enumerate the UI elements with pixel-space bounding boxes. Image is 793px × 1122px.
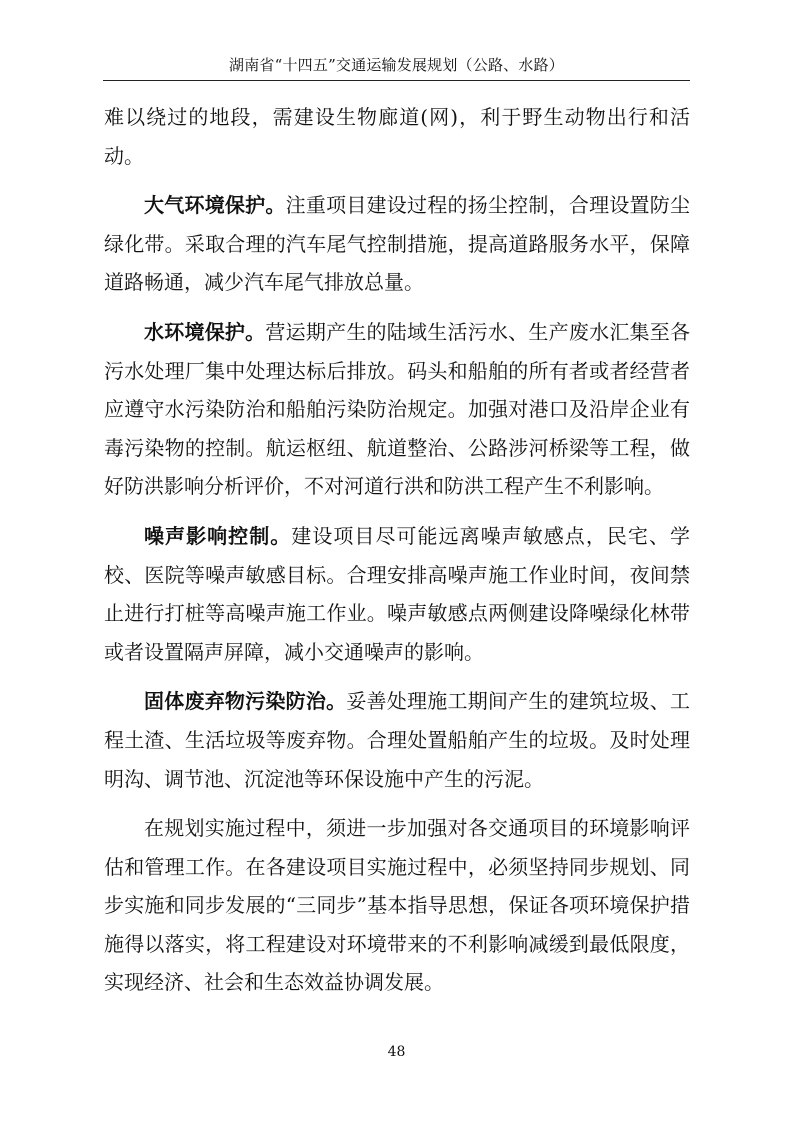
document-body: [104, 98, 690, 1013]
paragraph-text: 建设项目尽可能远离噪声敏感点，民宅、学校、医院等噪声敏感目标。合理安排高噪声施工作业时间，夜间禁止进行打桩等高噪声施工作业。噪声敏感点两侧建设降噪绿化林带或者设置隔声屏障，减小交通噪声的影响。: [104, 523, 691, 664]
continuation-paragraph: [104, 98, 690, 175]
paragraph-heading: 水环境保护。: [144, 319, 266, 344]
paragraph-text: 注重项目建设过程的扬尘控制，合理设置防尘绿化带。采取合理的汽车尾气控制措施，提高道路服务水平，保障道路畅通，减少汽车尾气排放总量。: [104, 193, 691, 295]
paragraph-text: 难以绕过的地段，需建设生物廊道(网)，利于野生动物出行和活动。: [104, 105, 690, 168]
implementation-paragraph: [104, 809, 690, 1002]
page-number: 48: [387, 1044, 406, 1060]
paragraph-text: 营运期产生的陆域生活污水、生产废水汇集至各污水处理厂集中处理达标后排放。码头和船舶的所有者或者经营者应遵守水污染防治和船舶污染防治规定。加强对港口及沿岸企业有毒污染物的控制。航运枢纽、航道整治、公路涉河桥梁等工程，做好防洪影响分析评价，不对河道行洪和防洪工程产生不利影响。: [104, 319, 691, 499]
paragraph-text: 在规划实施过程中，须进一步加强对各交通项目的环境影响评估和管理工作。在各建设项目实施过程中，必须坚持同步规划、同步实施和同步发展的“三同步”基本指导思想，保证各项环境保护措施得以落实，将工程建设对环境带来的不利影响减缓到最低限度，实现经济、社会和生态效益协调发展。: [104, 816, 690, 995]
running-header: 湖南省“十四五”交通运输发展规划（公路、水路）: [229, 56, 564, 74]
paragraph-heading: 大气环境保护。: [144, 193, 286, 218]
solid-waste-paragraph: [104, 682, 690, 798]
paragraph-heading: 固体废弃物污染防治。: [144, 689, 347, 714]
header-rule: [103, 80, 690, 81]
paragraph-heading: 噪声影响控制。: [144, 523, 292, 548]
air-protection-paragraph: [104, 186, 690, 302]
noise-control-paragraph: [104, 517, 690, 671]
paragraph-text: 妥善处理施工期间产生的建筑垃圾、工程土渣、生活垃圾等废弃物。合理处置船舶产生的垃圾。及时处理明沟、调节池、沉淀池等环保设施中产生的污泥。: [104, 689, 691, 791]
water-protection-paragraph: [104, 313, 690, 506]
